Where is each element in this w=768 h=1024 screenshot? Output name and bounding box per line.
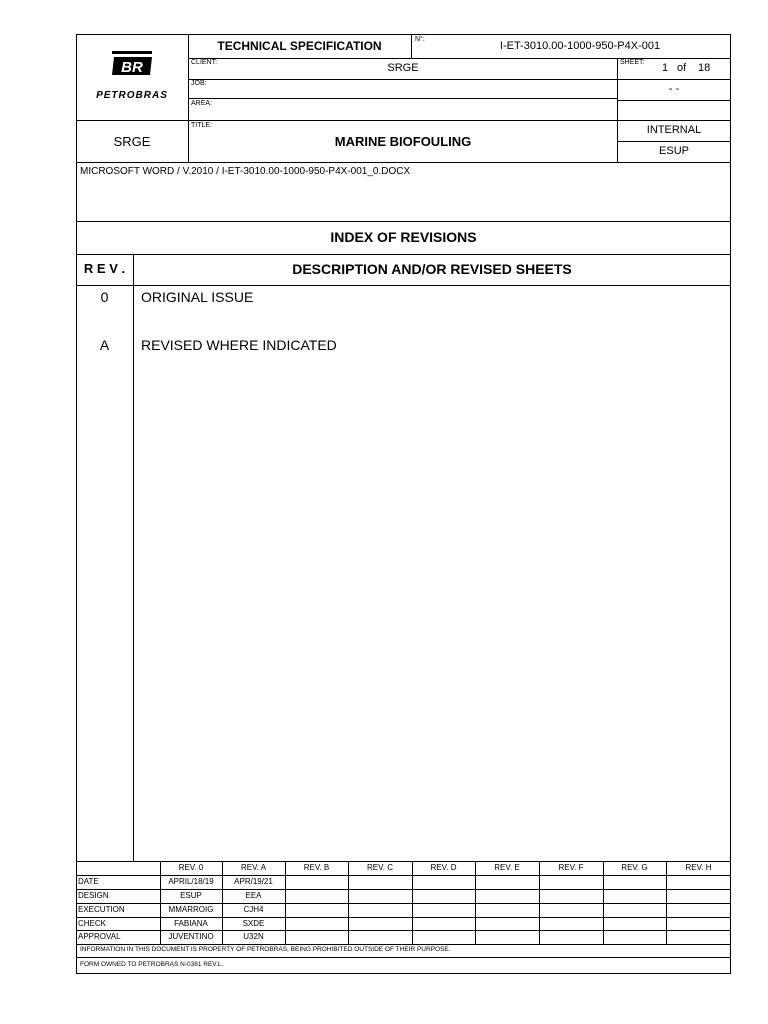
grid-row-label: CHECK <box>78 919 107 928</box>
grid-line <box>76 944 731 945</box>
revision-entry <box>76 337 731 357</box>
brand-name: PETROBRAS <box>96 90 168 101</box>
property-notice: INFORMATION IN THIS DOCUMENT IS PROPERTY OF PETROBRAS, BEING PROHIBITED OUTSIDE OF THEIR PURPOSE. <box>80 946 451 953</box>
divider <box>188 98 618 99</box>
classification: INTERNAL <box>646 124 702 136</box>
divider <box>188 79 731 80</box>
petrobras-logo <box>78 36 186 118</box>
grid-cell-value: SXDE <box>242 919 265 928</box>
revision-entry <box>76 289 731 309</box>
rev-description: REVISED WHERE INDICATED <box>141 337 337 353</box>
divider <box>76 254 731 255</box>
rev-code: A <box>99 337 110 353</box>
divider <box>76 120 731 121</box>
grid-cell-value: FABIANA <box>174 919 208 928</box>
form-reference: FORM OWNED TO PETROBRAS N-0381 REV.L. <box>80 961 224 968</box>
divider <box>617 100 731 101</box>
divider <box>76 221 731 222</box>
divider <box>76 285 731 286</box>
client-label: CLIENT: <box>191 59 218 66</box>
grid-row-label: DATE <box>78 877 99 886</box>
grid-column-header: REV. G <box>621 863 648 872</box>
sheet-of: of <box>677 62 687 74</box>
grid-row-label: DESIGN <box>78 891 109 900</box>
grid-row-label: EXECUTION <box>78 905 125 914</box>
grid-row-label: APPROVAL <box>78 932 121 941</box>
sheet-label: SHEET: <box>620 59 645 66</box>
doc-type: TECHNICAL SPECIFICATION <box>217 39 382 53</box>
grid-column-header: REV. C <box>367 863 393 872</box>
grid-cell-value: APR/19/21 <box>234 877 273 886</box>
grid-column-header: REV. D <box>430 863 457 872</box>
br-logo-icon <box>112 51 152 79</box>
grid-column-header: REV. B <box>303 863 330 872</box>
grid-cell-value: CJH4 <box>243 905 264 914</box>
approval-grid <box>76 861 731 944</box>
divider <box>617 141 731 142</box>
grid-cell-value: MMARROIG <box>168 905 214 914</box>
rev-column-header: R E V . <box>83 261 126 276</box>
grid-column-header: REV. F <box>558 863 584 872</box>
grid-cell-value: JUVENTINO <box>168 932 214 941</box>
job-right: - - <box>668 83 680 95</box>
left-org: SRGE <box>113 134 151 149</box>
revisions-heading: INDEX OF REVISIONS <box>330 229 477 245</box>
area-label: AREA: <box>191 100 213 107</box>
svg-text:BR: BR <box>121 59 143 76</box>
title-label: TITLE: <box>191 122 213 129</box>
grid-cell-value: EEA <box>245 891 262 900</box>
divider <box>76 162 731 163</box>
grid-column-header: REV. H <box>685 863 712 872</box>
document-title: MARINE BIOFOULING <box>334 134 472 149</box>
grid-column-header: REV. 0 <box>178 863 204 872</box>
grid-cell-value: U32N <box>243 932 264 941</box>
grid-cell-value: APRIL/18/19 <box>168 877 214 886</box>
divider <box>76 957 731 958</box>
rev-code: 0 <box>100 289 109 305</box>
job-label: JOB: <box>191 80 207 87</box>
client-value: SRGE <box>387 62 419 74</box>
department: ESUP <box>659 145 689 157</box>
grid-cell-value: ESUP <box>180 891 202 900</box>
grid-column-header: REV. E <box>494 863 520 872</box>
sheet-total: 18 <box>698 62 711 74</box>
rev-description: ORIGINAL ISSUE <box>141 289 254 305</box>
divider <box>188 58 731 59</box>
grid-column-header: REV. A <box>240 863 267 872</box>
divider <box>411 34 412 58</box>
desc-column-header: DESCRIPTION AND/OR REVISED SHEETS <box>292 261 572 277</box>
number-label: N°: <box>415 36 425 43</box>
file-line: MICROSOFT WORD / V.2010 / I-ET-3010.00-1000-950-P4X-001_0.DOCX <box>80 166 411 177</box>
sheet-current: 1 <box>662 62 669 74</box>
document-number: I-ET-3010.00-1000-950-P4X-001 <box>499 40 661 52</box>
